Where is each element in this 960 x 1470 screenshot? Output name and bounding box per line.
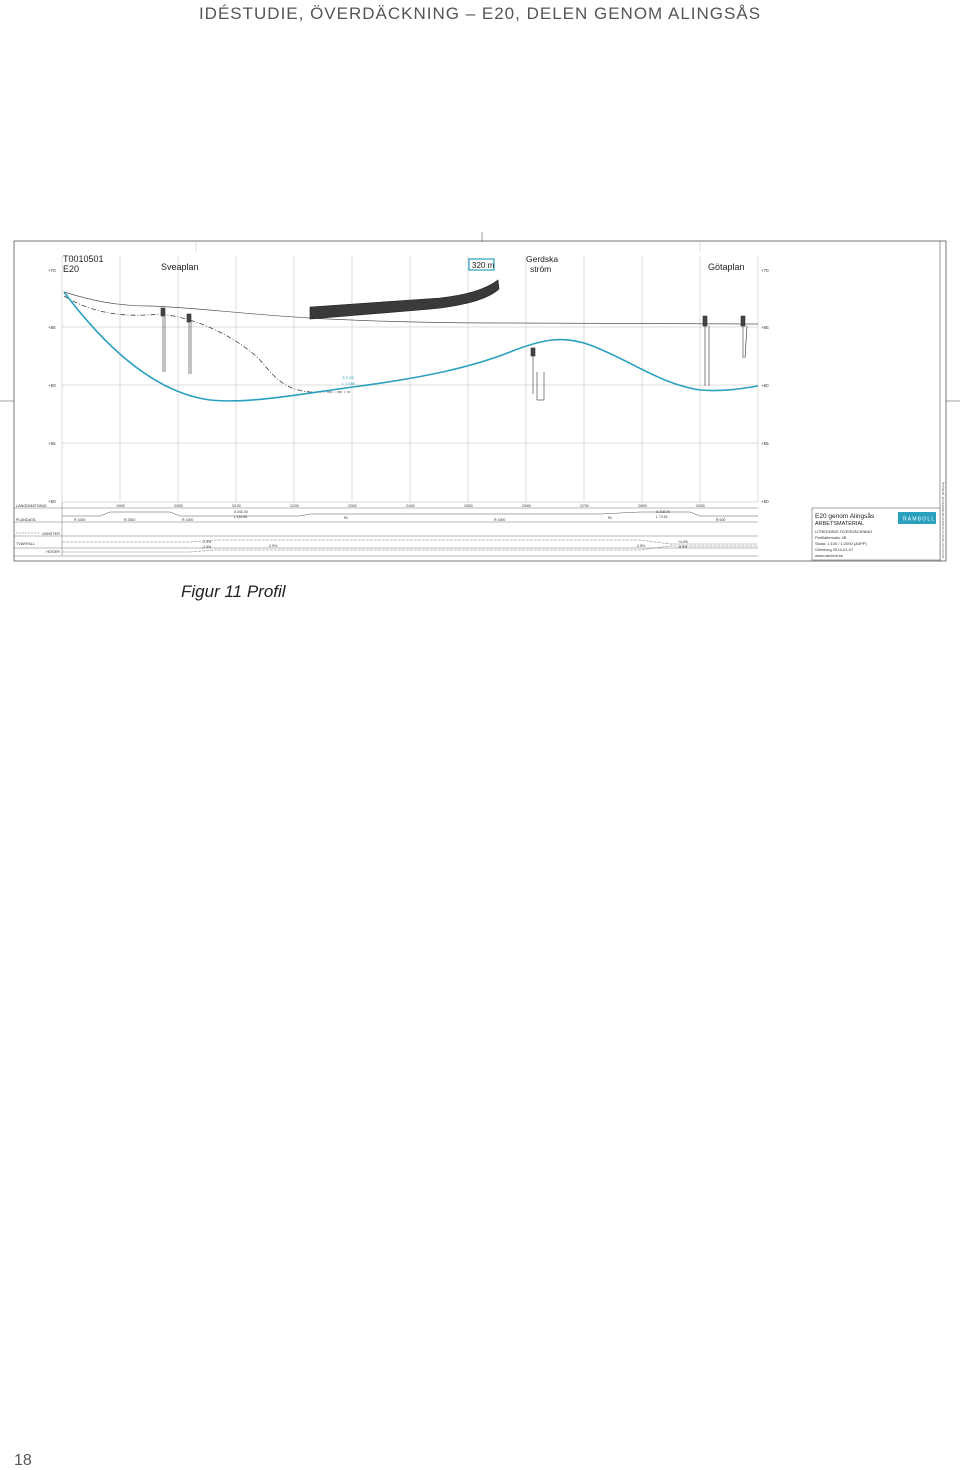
row-label-tvarfall: TVÄRFALL — [16, 542, 35, 546]
alignment-note-line2: L 1:000 — [342, 381, 356, 386]
profile-drawing — [0, 232, 960, 567]
chainage-label: 2/800 — [638, 504, 647, 508]
curve-a-param: A 340.00 — [234, 510, 248, 514]
place-gotaplan: Götaplan — [708, 262, 745, 272]
chainage-label: 2/100 — [232, 504, 241, 508]
elevation-label: +65 — [761, 325, 769, 330]
existing-profile-dashed — [64, 296, 350, 392]
crossfall-right — [62, 546, 758, 552]
place-gerdska: Gerdska — [526, 254, 559, 264]
chainage-label: 2/200 — [290, 504, 299, 508]
row-label-vanster: VÄNSTER — [42, 532, 60, 536]
boreholes — [161, 308, 747, 400]
length-label: 320 m — [472, 261, 495, 270]
chainage-label: 2/700 — [580, 504, 589, 508]
elevation-label: +60 — [761, 383, 769, 388]
road-name: E20 — [63, 264, 80, 274]
row-label-hoger: HÖGER — [46, 550, 60, 554]
elevation-label: +70 — [48, 268, 56, 273]
plan-rl: RL — [608, 516, 613, 520]
title-block-line6: Göteborg 2014-01-07 — [815, 547, 854, 552]
chainage-label: 2/300 — [348, 504, 357, 508]
chainage-label: 1/900 — [116, 504, 125, 508]
crossfall-value: +4.0% — [678, 540, 689, 544]
elevation-label: +50 — [761, 499, 769, 504]
place-strom: ström — [530, 264, 552, 274]
bridge-deck — [310, 280, 499, 319]
title-block-line2: ARBETSMATERIAL — [815, 521, 865, 527]
title-block-line7: www.ramboll.se — [815, 553, 844, 558]
project-code: T0010501 — [63, 254, 104, 264]
curve-b-param: A 218.00 — [656, 510, 670, 514]
title-block-line1: E20 genom Alingsås — [815, 513, 875, 520]
plan-radius: R 1000 — [494, 518, 506, 522]
crossfall-value: -2.5% — [202, 545, 212, 549]
crossfall-value: -4.0% — [678, 545, 688, 549]
plan-radius: R 2500 — [124, 518, 136, 522]
figure-caption: Figur 11 Profil — [181, 582, 286, 601]
plan-radius: R 1000 — [182, 518, 194, 522]
elevation-label: +50 — [48, 499, 56, 504]
title-block-line3: UTREDNING ÖVERDÄCKNING — [815, 529, 873, 534]
title-block-line5: Skala: 1:100 / 1:2000 (A3PP) — [815, 541, 867, 546]
curve-b-length: L 73.54 — [656, 515, 668, 519]
chainage-label: 2/000 — [174, 504, 183, 508]
drawing-frame — [14, 241, 946, 561]
crossfall-value: -2.5% — [268, 544, 278, 548]
plan-radius: R 600 — [716, 518, 726, 522]
row-label-langdmatning: LÄNGDMÄTNING — [16, 504, 47, 508]
plan-rl: RL — [344, 516, 349, 520]
crossfall-value: -2.5% — [636, 544, 646, 548]
chainage-label: 2/500 — [464, 504, 473, 508]
elevation-label: +55 — [761, 441, 769, 446]
crossfall-value: -2.5% — [202, 540, 212, 544]
crossfall-left — [62, 540, 758, 544]
place-sveaplan: Sveaplan — [161, 262, 199, 272]
elevation-label: +70 — [761, 268, 769, 273]
elevation-label: +60 — [48, 383, 56, 388]
plan-data-line — [62, 512, 758, 516]
alignment-note-line1: S 1:25 — [342, 375, 354, 380]
curve-a-length: L 115.60 — [234, 515, 248, 519]
data-table — [14, 502, 758, 556]
page-header: IDÉSTUDIE, ÖVERDÄCKNING – E20, DELEN GENOM ALINGSÅS — [198, 4, 762, 23]
plan-radius: R 1000 — [74, 518, 86, 522]
chainage-label: 2/600 — [522, 504, 531, 508]
page-number: 18 — [14, 1452, 32, 1469]
chainage-label: 2/400 — [406, 504, 415, 508]
side-note: 2014-01-07 09:22:14 N:\2013\T0010501\Profil_alt4B.dwg — [941, 481, 945, 558]
ramboll-logo-text: RAMBOLL — [903, 516, 936, 523]
row-label-plandata: PLANDATA — [16, 518, 36, 522]
title-block-line4: Profilalternativ 4B — [815, 535, 847, 540]
elevation-label: +55 — [48, 441, 56, 446]
elevation-label: +65 — [48, 325, 56, 330]
chainage-label: 2/900 — [696, 504, 705, 508]
